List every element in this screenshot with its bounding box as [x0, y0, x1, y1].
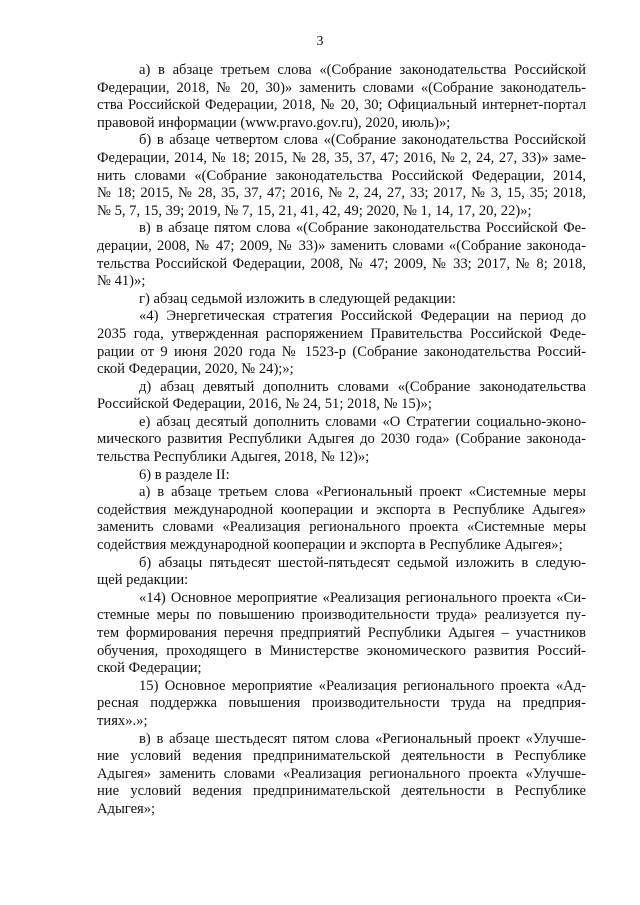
text-line: содействия международной кооперации и экспорта в Республике Адыгея»;	[97, 537, 563, 554]
text-line: мического развития Республики Адыгея до 2030 года» (Собрание законода-	[97, 431, 586, 448]
text-line: № 5, 7, 15, 39; 2019, № 7, 15, 21, 41, 42, 49; 2020, № 1, 14, 17, 20, 22)»;	[97, 202, 532, 219]
text-line: в) в абзаце пятом слова «(Собрание законодательства Российской Фе-	[139, 220, 586, 237]
text-line: ства Российской Федерации, 2018, № 20, 30; Официальный интернет-портал	[97, 97, 586, 114]
text-line: е) абзац десятый дополнить словами «О Стратегии социально-эконо-	[139, 413, 586, 430]
text-line: рации от 9 июня 2020 года № 1523-р (Собрание законодательства Россий-	[97, 343, 586, 360]
page-number: 3	[316, 34, 324, 49]
text-line: ской Федерации;	[97, 660, 202, 677]
text-line: б) в абзаце четвертом слова «(Собрание законодательства Российской	[139, 132, 586, 149]
text-line: № 41)»;	[97, 273, 146, 290]
text-line: ресная поддержка повышения производительности труда на предприя-	[97, 695, 586, 712]
text-line: а) в абзаце третьем слова «Региональный проект «Системные меры	[139, 484, 586, 501]
text-line: тельства Республики Адыгея, 2018, № 12)»;	[97, 449, 370, 466]
text-line: Адыгея» заменить словами «Реализация регионального проекта «Улучше-	[97, 765, 586, 782]
text-line: «4) Энергетическая стратегия Российской Федерации на период до	[139, 308, 586, 325]
text-line: дерации, 2008, № 47; 2009, № 33)» заменить словами «(Собрание законода-	[97, 237, 586, 254]
text-line: нить словами «(Собрание законодательства Российской Федерации, 2014,	[97, 167, 586, 184]
text-line: тельства Российской Федерации, 2008, № 47; 2009, № 33; 2017, № 8; 2018,	[97, 255, 586, 272]
text-line: содействия международной кооперации и экспорта в Республике Адыгея»	[97, 501, 586, 518]
text-line: ской Федерации, 2020, № 24);»;	[97, 361, 294, 378]
text-line: обучения, проходящего в Министерстве экономического развития Россий-	[97, 642, 586, 659]
text-line: № 18; 2015, № 28, 35, 37, 47; 2016, № 2, 24, 27, 33; 2017, № 3, 15, 35; 2018,	[97, 185, 586, 202]
text-line: тиях».»;	[97, 712, 148, 729]
text-line: «14) Основное мероприятие «Реализация регионального проекта «Си-	[139, 589, 586, 606]
text-line: 6) в разделе II:	[139, 466, 230, 483]
text-line: ние условий ведения предпринимательской деятельности в Республике	[97, 748, 586, 765]
text-line: г) абзац седьмой изложить в следующей редакции:	[139, 290, 456, 307]
text-line: Федерации, 2014, № 18; 2015, № 28, 35, 37, 47; 2016, № 2, 24, 27, 33)» заме-	[97, 149, 586, 166]
text-line: а) в абзаце третьем слова «(Собрание законодательства Российской	[139, 62, 586, 78]
text-line: Федерации, 2018, № 20, 30)» заменить словами «(Собрание законодатель-	[97, 79, 586, 96]
text-line: б) абзацы пятьдесят шестой-пятьдесят седьмой изложить в следую-	[139, 554, 586, 571]
text-line: правовой информации (www.pravo.gov.ru), 2020, июль)»;	[97, 114, 451, 131]
text-line: тем формирования перечня предприятий Республики Адыгея – участников	[97, 625, 586, 641]
text-line: Адыгея»;	[97, 800, 156, 817]
text-line: в) в абзаце шестьдесят пятом слова «Региональный проект «Улучше-	[139, 730, 586, 747]
text-line: щей редакции:	[97, 572, 189, 589]
text-line: 2035 года, утвержденная распоряжением Правительства Российской Феде-	[97, 325, 586, 342]
text-line: заменить словами «Реализация регионального проекта «Системные меры	[97, 519, 586, 536]
text-line: стемные меры по повышению производительности труда» реализуется пу-	[97, 607, 586, 624]
text-line: Российской Федерации, 2016, № 24, 51; 2018, № 15)»;	[97, 396, 432, 413]
text-line: 15) Основное мероприятие «Реализация регионального проекта «Ад-	[139, 677, 586, 694]
text-line: ние условий ведения предпринимательской деятельности в Республике	[97, 783, 586, 800]
document-body	[97, 62, 586, 819]
text-line: д) абзац девятый дополнить словами «(Собрание законодательства	[139, 378, 586, 395]
